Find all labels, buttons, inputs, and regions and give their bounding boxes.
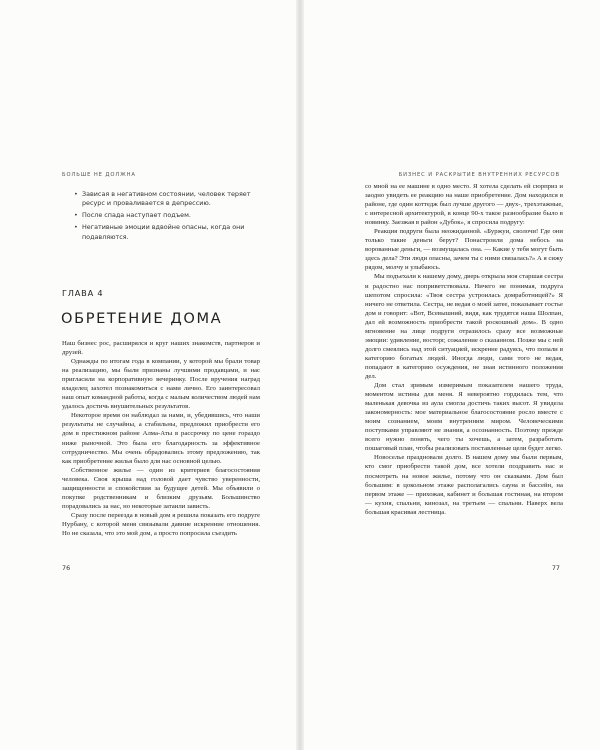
left-page (0, 0, 296, 750)
bullet-item: • После спада наступает подъем. (74, 211, 191, 220)
bullet-dot-icon: • (74, 211, 78, 220)
paragraph: Сразу после переезда в новый дом я решила показать его подруге Нурбану, с которой меня связывали давние искренние отношения. Но не сказала, что это мой дом, а просто попросила съездить (62, 511, 260, 537)
paragraph: Собственное жилье — один из критериев благосостояния человека. Своя крыша над головой дает чувство уверенности, защищенности и спокойствия за будущее детей. Мы объявили о покупке родственникам и близким друзьям. Большинство порадовались за нас, но некоторые затаили зависть. (62, 466, 260, 510)
chapter-label: ГЛАВА 4 (62, 288, 104, 298)
page-number-right: 77 (551, 564, 560, 572)
paragraph: Дом стал зримым измеримым показателем нашего труда, моментом истины для меня. Я невероятно гордилась тем, что маленькая девочка из аула смогла достичь таких высот. Я увидела закономерность: мое материальное благосостояние росло вместе с моим сознанием, моим внутренним миром. Человеческими поступками управляют не знания, а осознанность. Поэтому прежде всего нужно понять, чего ты хочешь, а затем, разработать пошаговый план, чтобы реализовать поставленные цели будет легко. (365, 382, 563, 453)
body-text-left (62, 339, 260, 538)
paragraph: Реакция подруги была неожиданной. «Буржуи, сволочи! Где они только такие деньги берут? Понастроили дома небось на ворованные деньги, — возмущалась она. — Какие у тебя могут быть здесь дела? Эти люди опасны, зачем ты с ними связалась?» А я сижу рядом, молчу и улыбаюсь. (365, 228, 563, 272)
paragraph: Мы подъехали к нашему дому, дверь открыла моя старшая сестра и радостно нас поприветствовала. Ничего не понимая, подруга шепотом спросила: «Твоя сестра устроилась домработницей?» Я ничего не ответила. Сестра, не ведая о моей затее, показывает гостье дом и говорит: «Вот, Всевышний, видя, как трудятся наша Шолпан, дал ей возможность приобрести такой роскошный дом». В одно мгновение на лице подруги отразилось сразу все возможные эмоции: удивление, восторг, сожаление о сказанном. Позже мы с ней долго смеялись над этой ситуацией, искренне радуясь, что попали в категорию богатых людей. Иногда люди, сами того не ведая, попадают в категорию осуждения, не зная истинного положения дел. (365, 273, 563, 380)
running-head-right: БИЗНЕС И РАСКРЫТИЕ ВНУТРЕННИХ РЕСУРСОВ (398, 172, 560, 178)
paragraph: со мной на ее машине в одно место. Я хотела сделать ей сюрприз и заодно увидеть ее реакцию на наше приобретение. Дом находился в районе, где один коттедж был лучше другого — двух-, трехэтажные, с интересной архитектурой, в конце 90-х такое разнообразие было в новинку. Заезжая в район «Дубок», я спросила подругу: (365, 183, 563, 227)
bullet-item: • Зависая в негативном состоянии, человек теряет ресурс и проваливается в депрессию. (74, 190, 251, 208)
page-number-left: 76 (62, 564, 71, 572)
bullet-item: • Негативные эмоции вдвойне опасны, когда они подавляются. (74, 223, 245, 241)
paragraph: Некоторое время он наблюдал за нами, и, убедившись, что наши результаты не случайны, а стабильны, предложил приобрести его дом в престижном районе Алма-Аты в рассрочку по цене гораздо ниже рыночной. Это была его благодарность за эффективное сотрудничество. Мы очень обрадовались этому предложению, так как приобретение жилья было для нас основной целью. (62, 412, 260, 465)
body-text-right (365, 182, 563, 517)
chapter-title: ОБРЕТЕНИЕ ДОМА (61, 309, 223, 327)
bullet-dot-icon: • (74, 223, 78, 232)
running-head-left: БОЛЬШЕ НЕ ДОЛЖНА (62, 172, 136, 178)
summary-bullet-list (74, 190, 264, 245)
book-gutter (296, 0, 304, 750)
bullet-dot-icon: • (74, 190, 78, 198)
paragraph: Новоселье праздновали долго. В нашем дому мы были первым, кто смог приобрести такой дом, все хотели поздравить нас и посмотреть на новое жилье, потому что он сказками. Дом был большим: в цокольном этаже располагались сауна и бассейн, на первом этаже — прихожая, кабинет и большая гостиная, на втором — кухня, спальни, кинозал, на третьем — спальни. Наверх вела большая красивая лестница. (365, 454, 563, 516)
paragraph: Однажды по итогам года в компании, у которой мы брали товар на реализацию, мы были признаны лучшими продавцами, и нас пригласили на корпоративную вечеринку. После вручения наград владелец захотел познакомиться с нами лично. Его заинтересовал наш опыт командной работы, когда с малым количеством людей нам удалось достичь внушительных результатов. (62, 358, 260, 411)
right-page (304, 0, 600, 750)
paragraph: Наш бизнес рос, расширялся и круг наших знакомств, партнеров и друзей. (62, 340, 260, 357)
